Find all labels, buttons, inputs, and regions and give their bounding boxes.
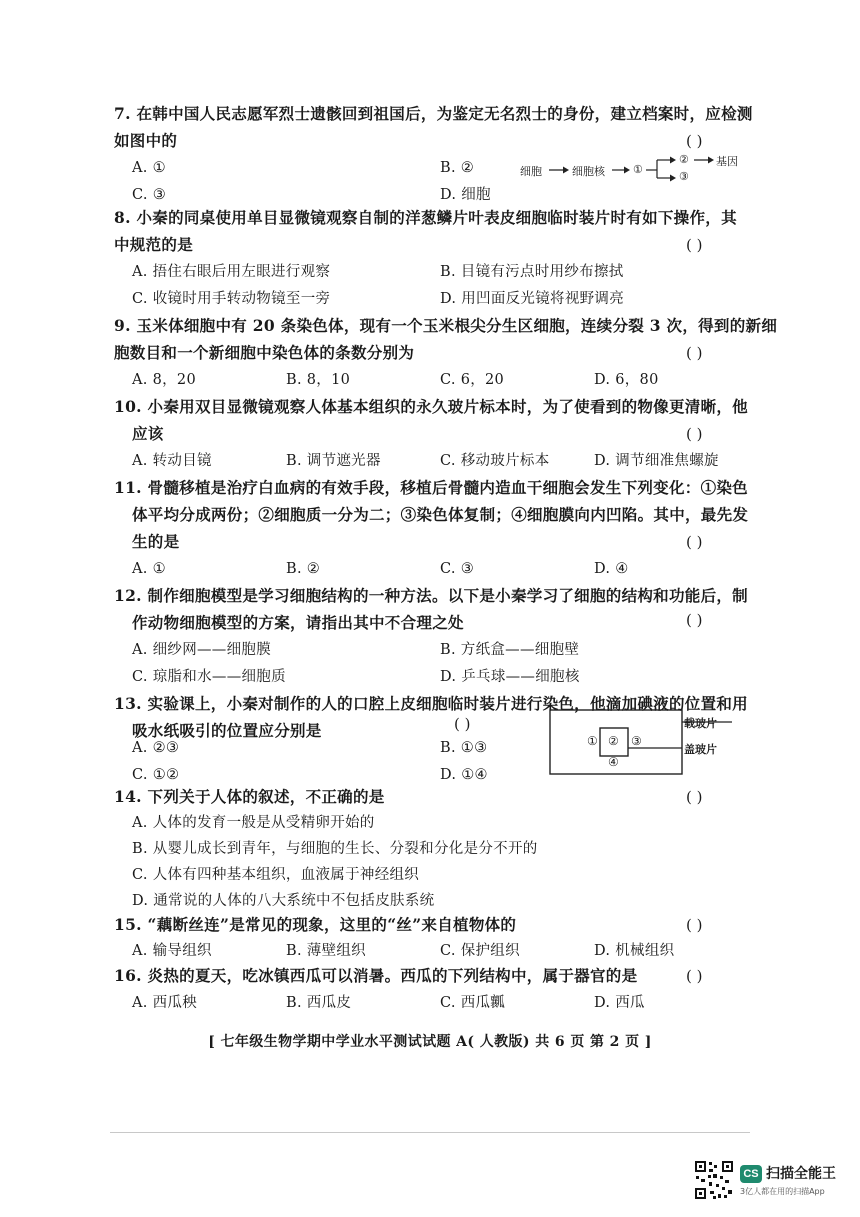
- q7-diagram-node-2: ②: [679, 153, 689, 166]
- q13-option-b: B. ①③: [440, 740, 488, 756]
- scanner-app-name: 扫描全能王: [766, 1166, 836, 1182]
- q15-option-b: B. 薄壁组织: [286, 943, 366, 959]
- q7-diagram-gene: 基因: [716, 155, 738, 168]
- q13-option-c: C. ①②: [132, 767, 180, 783]
- q7-answer-paren: ( ): [686, 132, 703, 150]
- q14-stem: 14. 下列关于人体的叙述，不正确的是: [114, 787, 385, 806]
- q8-option-d: D. 用凹面反光镜将视野调亮: [440, 291, 625, 307]
- q7-option-a: A. ①: [132, 160, 166, 176]
- q16-option-a: A. 西瓜秧: [132, 995, 197, 1011]
- q7-diagram-node-3: ③: [679, 170, 689, 183]
- q10-option-b: B. 调节遮光器: [286, 453, 381, 469]
- page-footer: [ 七年级生物学期中学业水平测试试题 A( 人教版) 共 6 页 第 2 页 ]: [208, 1034, 652, 1050]
- q11-option-b: B. ②: [286, 561, 321, 577]
- q10-answer-paren: ( ): [686, 425, 703, 443]
- q12-option-b: B. 方纸盒——细胞壁: [440, 642, 580, 658]
- q16-option-c: C. 西瓜瓤: [440, 995, 506, 1011]
- q14-option-d: D. 通常说的人体的八大系统中不包括皮肤系统: [132, 893, 435, 909]
- q7-option-c: C. ③: [132, 187, 166, 203]
- q9-option-c: C. 6，20: [440, 372, 505, 388]
- q8-stem-line1: 8. 小秦的同桌使用单目显微镜观察自制的洋葱鳞片叶表皮细胞临时装片时有如下操作，其: [114, 208, 737, 227]
- scan-edge-line: [110, 1132, 750, 1133]
- q12-stem-line2: 作动物细胞模型的方案，请指出其中不合理之处: [132, 613, 464, 632]
- q13-diagram-slide-label: 载玻片: [684, 717, 717, 730]
- q10-stem-line1: 10. 小秦用双目显微镜观察人体基本组织的永久玻片标本时，为了使看到的物像更清晰，他: [114, 397, 748, 416]
- q7-diagram-nucleus: 细胞核: [572, 165, 605, 178]
- arrow-right-icon: [611, 163, 631, 177]
- q10-option-a: A. 转动目镜: [132, 453, 212, 469]
- q16-stem: 16. 炎热的夏天，吃冰镇西瓜可以消暑。西瓜的下列结构中，属于器官的是: [114, 966, 638, 985]
- q11-option-d: D. ④: [594, 561, 629, 577]
- q14-answer-paren: ( ): [686, 788, 703, 806]
- q7-diagram-node-1: ①: [633, 163, 643, 176]
- q9-option-d: D. 6，80: [594, 372, 659, 388]
- q16-answer-paren: ( ): [686, 967, 703, 985]
- q13-stem-line2: 吸水纸吸引的位置应分别是: [132, 721, 322, 740]
- q11-stem-line1: 11. 骨髓移植是治疗白血病的有效手段，移植后骨髓内造血干细胞会发生下列变化：①染色: [114, 478, 748, 497]
- q9-option-a: A. 8，20: [132, 372, 196, 388]
- q12-answer-paren: ( ): [686, 611, 703, 629]
- q8-answer-paren: ( ): [686, 236, 703, 254]
- q9-answer-paren: ( ): [686, 344, 703, 362]
- q13-stem-line1: 13. 实验课上，小秦对制作的人的口腔上皮细胞临时装片进行染色，他滴加碘液的位置和用: [114, 694, 748, 713]
- q7-stem-line2: 如图中的: [114, 131, 178, 150]
- q12-option-d: D. 乒乓球——细胞核: [440, 669, 580, 685]
- scanner-tagline: 3亿人都在用的扫描App: [740, 1187, 825, 1196]
- q13-diagram-pos-1: ①: [587, 734, 598, 748]
- q7-option-b: B. ②: [440, 160, 475, 176]
- q9-stem-line2: 胞数目和一个新细胞中染色体的条数分别为: [114, 343, 415, 362]
- q16-option-b: B. 西瓜皮: [286, 995, 352, 1011]
- q14-option-c: C. 人体有四种基本组织，血液属于神经组织: [132, 867, 420, 883]
- q13-diagram-cover-label: 盖玻片: [684, 743, 717, 756]
- q13-diagram-pos-2: ②: [608, 734, 619, 748]
- q8-option-b: B. 目镜有污点时用纱布擦拭: [440, 264, 624, 280]
- qr-code-icon: [694, 1160, 734, 1200]
- arrow-right-icon: [548, 163, 570, 177]
- q11-answer-paren: ( ): [686, 533, 703, 551]
- q9-stem-line1: 9. 玉米体细胞中有 20 条染色体，现有一个玉米根尖分生区细胞，连续分裂 3 次，得到的新细: [114, 316, 778, 335]
- q8-stem-line2: 中规范的是: [114, 235, 194, 254]
- q7-stem-line1: 7. 在韩中国人民志愿军烈士遗骸回到祖国后，为鉴定无名烈士的身份，建立档案时，应检测: [114, 104, 753, 123]
- q12-option-a: A. 细纱网——细胞膜: [132, 642, 271, 658]
- q13-diagram-pos-4: ④: [608, 755, 619, 769]
- scanner-logo-icon: CS: [740, 1165, 762, 1183]
- arrow-right-icon: [693, 153, 715, 167]
- q10-option-d: D. 调节细准焦螺旋: [594, 453, 719, 469]
- q12-option-c: C. 琼脂和水——细胞质: [132, 669, 286, 685]
- q15-option-a: A. 输导组织: [132, 943, 212, 959]
- branch-arrow-icon: [645, 152, 679, 186]
- q7-option-d: D. 细胞: [440, 187, 491, 203]
- q11-option-a: A. ①: [132, 561, 166, 577]
- q11-option-c: C. ③: [440, 561, 474, 577]
- q15-answer-paren: ( ): [686, 916, 703, 934]
- q16-option-d: D. 西瓜: [594, 995, 645, 1011]
- q14-option-b: B. 从婴儿成长到青年，与细胞的生长、分裂和分化是分不开的: [132, 841, 538, 857]
- q10-stem-line2: 应该: [132, 424, 164, 443]
- q7-diagram-cell: 细胞: [520, 165, 542, 178]
- q12-stem-line1: 12. 制作细胞模型是学习细胞结构的一种方法。以下是小秦学习了细胞的结构和功能后，制: [114, 586, 748, 605]
- q9-option-b: B. 8，10: [286, 372, 351, 388]
- q15-option-d: D. 机械组织: [594, 943, 675, 959]
- q13-diagram-pos-3: ③: [631, 734, 642, 748]
- q14-option-a: A. 人体的发育一般是从受精卵开始的: [132, 815, 375, 831]
- q11-stem-line3: 生的是: [132, 532, 180, 551]
- q11-stem-line2: 体平均分成两份；②细胞质一分为二；③染色体复制；④细胞膜向内凹陷。其中，最先发: [132, 505, 749, 524]
- q8-option-a: A. 捂住右眼后用左眼进行观察: [132, 264, 331, 280]
- q13-option-d: D. ①④: [440, 767, 488, 783]
- q8-option-c: C. 收镜时用手转动物镜至一旁: [132, 291, 331, 307]
- q13-option-a: A. ②③: [132, 740, 180, 756]
- q15-stem: 15. “藕断丝连”是常见的现象，这里的“丝”来自植物体的: [114, 915, 517, 934]
- q15-option-c: C. 保护组织: [440, 943, 520, 959]
- q13-answer-paren: ( ): [454, 715, 471, 733]
- q10-option-c: C. 移动玻片标本: [440, 453, 550, 469]
